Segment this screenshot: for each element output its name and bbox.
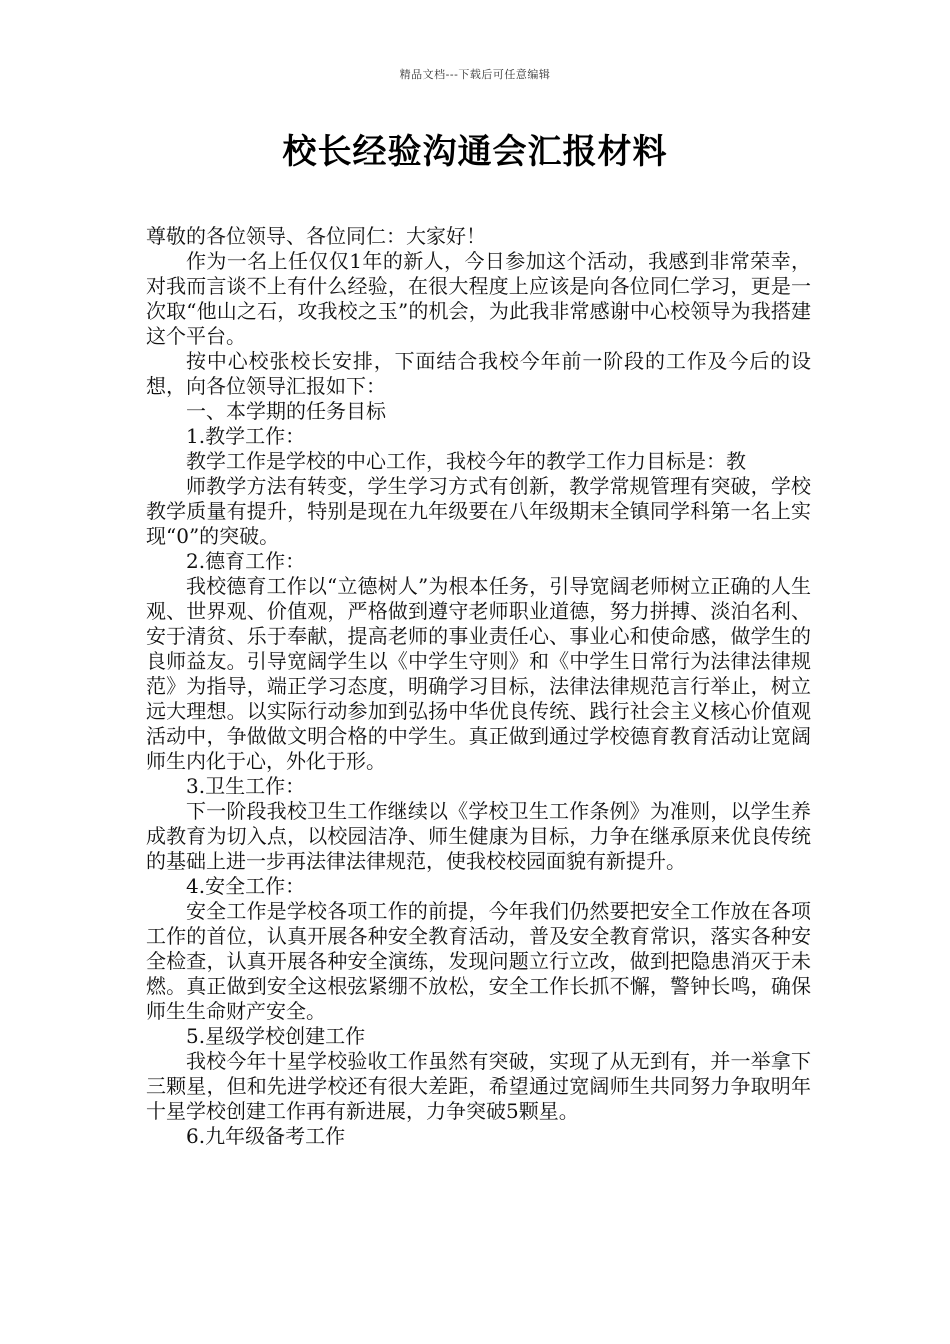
- paragraph-hygiene: 下一阶段我校卫生工作继续以《学校卫生工作条例》为准则，以学生养成教育为切入点，以校园洁净、师生健康为目标，力争在继承原来优良传统的基础上进一步再法律法律规范，使我校校园面貌有新提升。: [146, 799, 811, 873]
- paragraph-intro: 作为一名上任仅仅1年的新人，今日参加这个活动，我感到非常荣幸，对我而言谈不上有什么经验，在很大程度上应该是向各位同仁学习，更是一次取“他山之石，攻我校之玉”的机会，为此我非常感谢中心校领导为我搭建这个平台。: [146, 249, 811, 348]
- subheading-moral: 2.德育工作：: [186, 549, 306, 573]
- paragraph-moral: 我校德育工作以“立德树人”为根本任务，引导宽阔老师树立正确的人生观、世界观、价值观，严格做到遵守老师职业道德，努力拼搏、淡泊名利、安于清贫、乐于奉献，提高老师的事业责任心、事业心和使命感，做学生的良师益友。引导宽阔学生以《中学生守则》和《中学生日常行为法律法律规范》为指导，端正学习态度，明确学习目标，法律法律规范言行举止，树立远大理想。以实际行动参加到弘扬中华优良传统、践行社会主义核心价值观活动中，争做做文明合格的中学生。真正做到通过学校德育教育活动让宽阔师生内化于心，外化于形。: [146, 574, 811, 773]
- salutation: 尊敬的各位领导、各位同仁：大家好！: [146, 224, 486, 248]
- paragraph-safety: 安全工作是学校各项工作的前提，今年我们仍然要把安全工作放在各项工作的首位，认真开展各种安全教育活动，普及安全教育常识，落实各种安全检查，认真开展各种安全演练，发现问题立行立改，做到把隐患消灭于未燃。真正做到安全这根弦紧绷不放松，安全工作长抓不懈，警钟长鸣，确保师生生命财产安全。: [146, 899, 811, 1023]
- paragraph-star-school: 我校今年十星学校验收工作虽然有突破，实现了从无到有，并一举拿下三颗星，但和先进学校还有很大差距，希望通过宽阔师生共同努力争取明年十星学校创建工作再有新进展，力争突破5颗星。: [146, 1049, 811, 1123]
- section-heading-goals: 一、本学期的任务目标: [186, 399, 386, 423]
- document-title: 校长经验沟通会汇报材料: [282, 132, 668, 172]
- subheading-star-school: 5.星级学校创建工作: [186, 1024, 366, 1048]
- subheading-safety: 4.安全工作：: [186, 874, 306, 898]
- paragraph-teaching-1: 教学工作是学校的中心工作，我校今年的教学工作力目标是：教: [186, 449, 746, 473]
- subheading-hygiene: 3.卫生工作：: [186, 774, 306, 798]
- document-body: [146, 224, 811, 1149]
- paragraph-arrangement: 按中心校张校长安排，下面结合我校今年前一阶段的工作及今后的设想，向各位领导汇报如下：: [146, 349, 811, 398]
- paragraph-teaching-2: 师教学方法有转变，学生学习方式有创新，教学常规管理有突破，学校教学质量有提升，特别是现在九年级要在八年级期末全镇同学科第一名上实现“0”的突破。: [146, 474, 811, 548]
- subheading-teaching: 1.教学工作：: [186, 424, 306, 448]
- header-note: 精品文档---下载后可任意编辑: [399, 68, 551, 81]
- subheading-grade9-exam: 6.九年级备考工作: [186, 1124, 346, 1148]
